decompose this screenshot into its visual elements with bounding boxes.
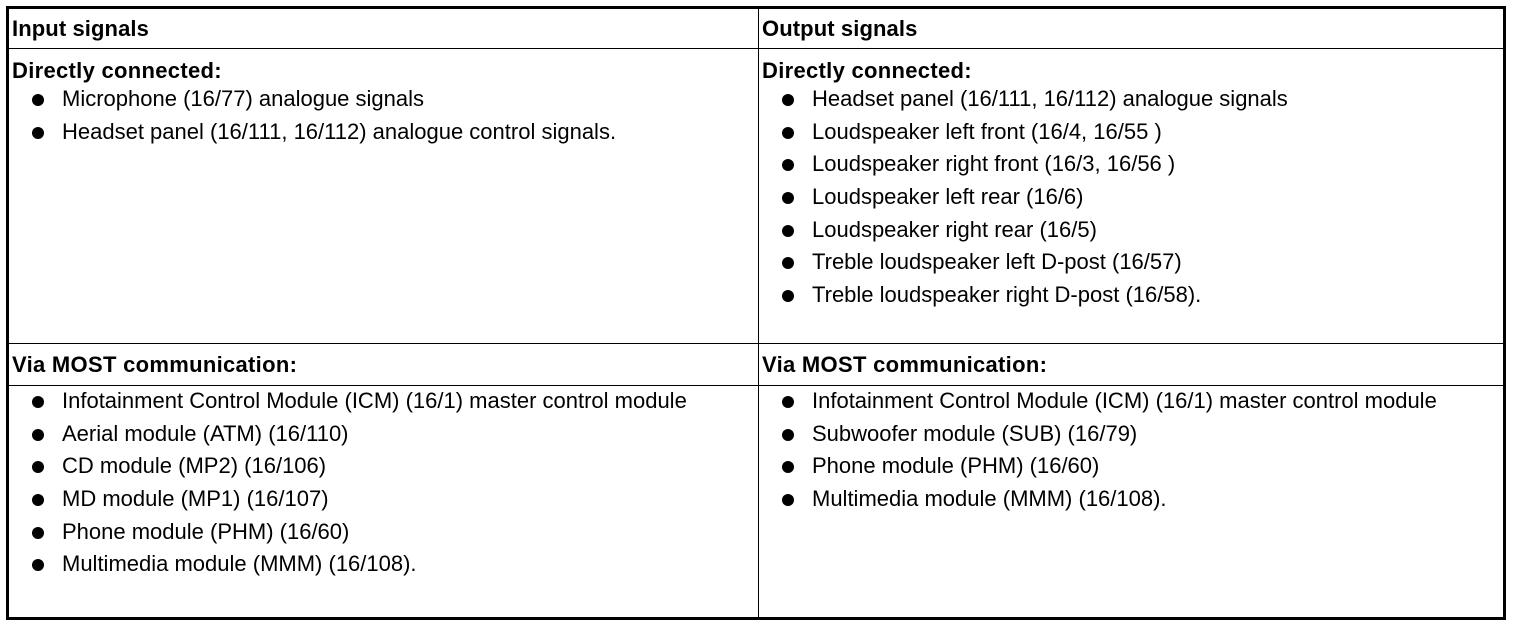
output-signals-header: Output signals <box>762 16 918 41</box>
list-item-text: Headset panel (16/111, 16/112) analogue control signals. <box>62 118 617 144</box>
output-via-cell <box>759 386 1503 617</box>
list-item <box>12 549 758 579</box>
list-item <box>12 451 758 481</box>
output-direct-cell <box>759 49 1503 344</box>
bullet-icon <box>32 527 44 539</box>
list-item <box>762 182 1503 212</box>
bullet-icon <box>782 396 794 408</box>
input-direct-heading: Directly connected: <box>12 58 222 83</box>
bullet-icon <box>782 461 794 473</box>
bullet-icon <box>32 127 44 139</box>
signals-table <box>6 6 1506 620</box>
output-direct-heading: Directly connected: <box>762 58 972 83</box>
bullet-icon <box>782 257 794 269</box>
list-item <box>762 84 1503 114</box>
list-item-text: Treble loudspeaker left D-post (16/57) <box>812 249 1182 275</box>
bullet-icon <box>32 94 44 106</box>
list-item <box>12 419 758 449</box>
list-item-text: Multimedia module (MMM) (16/108). <box>62 551 417 577</box>
list-item <box>762 419 1503 449</box>
bullet-icon <box>782 429 794 441</box>
input-via-list <box>12 386 758 579</box>
list-item-text: Loudspeaker left rear (16/6) <box>812 184 1084 210</box>
bullet-icon <box>782 192 794 204</box>
list-item <box>762 451 1503 481</box>
list-item-text: Loudspeaker right front (16/3, 16/56 ) <box>812 151 1176 177</box>
list-item-text: Infotainment Control Module (ICM) (16/1) master control module <box>812 388 1437 413</box>
list-item-text: Phone module (PHM) (16/60) <box>812 453 1100 479</box>
list-item <box>762 386 1503 416</box>
output-via-heading: Via MOST communication: <box>762 352 1048 377</box>
list-item-text: Headset panel (16/111, 16/112) analogue signals <box>812 86 1288 111</box>
bullet-icon <box>32 396 44 408</box>
list-item-text: MD module (MP1) (16/107) <box>62 486 329 512</box>
bullet-icon <box>782 159 794 171</box>
list-item <box>762 117 1503 147</box>
list-item <box>762 215 1503 245</box>
list-item <box>12 484 758 514</box>
list-item <box>762 149 1503 179</box>
bullet-icon <box>32 494 44 506</box>
bullet-icon <box>782 494 794 506</box>
input-direct-list <box>12 84 758 147</box>
output-via-heading-cell <box>759 344 1503 386</box>
list-item <box>12 84 758 114</box>
list-item <box>762 247 1503 277</box>
list-item-text: Infotainment Control Module (ICM) (16/1) master control module <box>62 388 687 413</box>
list-item-text: Microphone (16/77) analogue signals <box>62 86 425 111</box>
list-item-text: Loudspeaker right rear (16/5) <box>812 216 1097 242</box>
bullet-icon <box>782 290 794 302</box>
input-via-heading: Via MOST communication: <box>12 352 298 377</box>
output-via-list <box>762 386 1503 514</box>
bullet-icon <box>32 461 44 473</box>
list-item <box>12 386 758 416</box>
list-item-text: Treble loudspeaker right D-post (16/58). <box>812 282 1202 308</box>
list-item-text: Aerial module (ATM) (16/110) <box>62 420 349 446</box>
list-item-text: CD module (MP2) (16/106) <box>62 453 327 479</box>
output-signals-header-cell <box>759 9 1503 49</box>
input-via-heading-cell <box>9 344 759 386</box>
input-signals-header: Input signals <box>12 16 149 41</box>
list-item <box>12 117 758 147</box>
list-item <box>762 484 1503 514</box>
input-direct-cell <box>9 49 759 344</box>
input-via-cell <box>9 386 759 617</box>
output-direct-list <box>762 84 1503 310</box>
list-item-text: Phone module (PHM) (16/60) <box>62 518 350 544</box>
bullet-icon <box>32 559 44 571</box>
bullet-icon <box>32 429 44 441</box>
list-item-text: Subwoofer module (SUB) (16/79) <box>812 420 1138 446</box>
bullet-icon <box>782 127 794 139</box>
input-signals-header-cell <box>9 9 759 49</box>
bullet-icon <box>782 94 794 106</box>
list-item <box>762 280 1503 310</box>
list-item <box>12 517 758 547</box>
bullet-icon <box>782 225 794 237</box>
list-item-text: Multimedia module (MMM) (16/108). <box>812 486 1167 512</box>
list-item-text: Loudspeaker left front (16/4, 16/55 ) <box>812 118 1162 144</box>
